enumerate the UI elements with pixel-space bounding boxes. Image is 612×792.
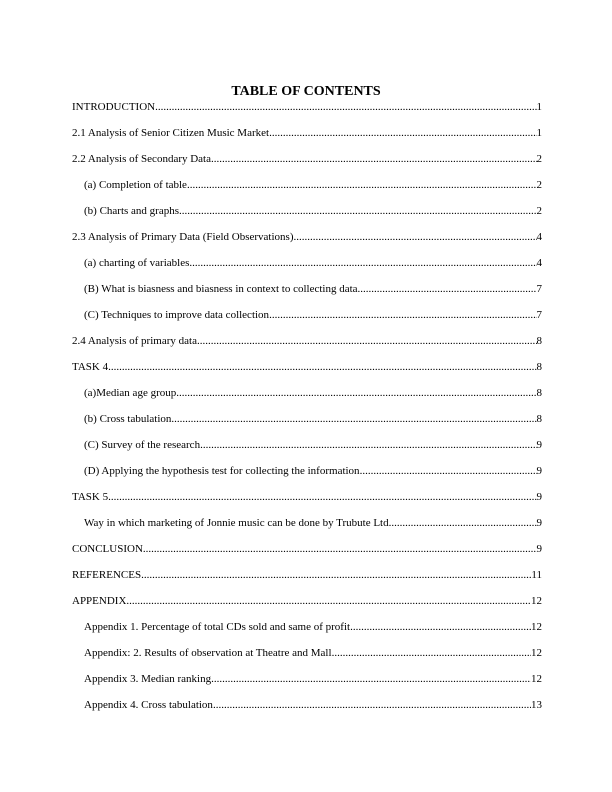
toc-entry-text: Appendix 1. Percentage of total CDs sold and same of profit xyxy=(84,621,351,633)
toc-page-number: 9 xyxy=(536,491,542,503)
dot-leader xyxy=(179,204,536,218)
toc-page-number: 12 xyxy=(531,673,542,685)
dot-leader xyxy=(389,516,537,530)
toc-page-number: 9 xyxy=(536,439,542,451)
table-of-contents xyxy=(72,100,542,724)
toc-page-number: 8 xyxy=(536,361,542,373)
toc-page-number: 9 xyxy=(536,543,542,555)
toc-entry-survey[interactable] xyxy=(72,438,542,464)
toc-entry-senior-citizen-market[interactable] xyxy=(72,126,542,152)
toc-entry-text: 2.3 Analysis of Primary Data (Field Observations) xyxy=(72,231,294,243)
dot-leader xyxy=(176,386,536,400)
dot-leader xyxy=(200,438,536,452)
page-title: TABLE OF CONTENTS xyxy=(231,84,381,99)
dot-leader xyxy=(197,334,537,348)
dot-leader xyxy=(126,594,531,608)
toc-page-number: 12 xyxy=(531,595,542,607)
toc-entry-appendix-4[interactable] xyxy=(72,698,542,724)
toc-page-number: 8 xyxy=(536,335,542,347)
dot-leader xyxy=(155,100,536,114)
toc-page-number: 8 xyxy=(536,387,542,399)
toc-entry-text: INTRODUCTION xyxy=(72,101,156,113)
toc-entry-text: TASK 5 xyxy=(72,491,109,503)
dot-leader xyxy=(211,152,537,166)
toc-entry-text: Way in which marketing of Jonnie music can be done by Trubute Ltd xyxy=(84,517,389,529)
toc-entry-text: 2.1 Analysis of Senior Citizen Music Market xyxy=(72,127,270,139)
dot-leader xyxy=(143,542,537,556)
dot-leader xyxy=(358,282,537,296)
toc-entry-text: (a)Median age group xyxy=(84,387,177,399)
dot-leader xyxy=(332,646,531,660)
toc-entry-cross-tabulation[interactable] xyxy=(72,412,542,438)
toc-page-number: 7 xyxy=(536,309,542,321)
toc-entry-text: CONCLUSION xyxy=(72,543,143,555)
toc-page-number: 13 xyxy=(531,699,542,711)
toc-page-number: 8 xyxy=(536,413,542,425)
toc-entry-text: Appendix 4. Cross tabulation xyxy=(84,699,213,711)
toc-entry-text: 2.2 Analysis of Secondary Data xyxy=(72,153,211,165)
toc-entry-text: (C) Techniques to improve data collection xyxy=(84,309,270,321)
toc-page-number: 2 xyxy=(536,179,542,191)
toc-entry-primary-data-field[interactable] xyxy=(72,230,542,256)
dot-leader xyxy=(294,230,537,244)
dot-leader xyxy=(171,412,536,426)
toc-page-number: 2 xyxy=(536,205,542,217)
toc-entry-hypothesis-test[interactable] xyxy=(72,464,542,490)
toc-entry-text: TASK 4 xyxy=(72,361,109,373)
toc-entry-text: (a) Completion of table xyxy=(84,179,187,191)
toc-entry-text: 2.4 Analysis of primary data xyxy=(72,335,197,347)
toc-entry-appendix-3[interactable] xyxy=(72,672,542,698)
toc-entry-marketing-jonnie-music[interactable] xyxy=(72,516,542,542)
toc-entry-text: (b) Charts and graphs xyxy=(84,205,180,217)
toc-page-number: 4 xyxy=(536,257,542,269)
dot-leader xyxy=(211,672,531,686)
toc-entry-text: Appendix 3. Median ranking xyxy=(84,673,212,685)
dot-leader xyxy=(213,698,531,712)
toc-page-number: 12 xyxy=(531,647,542,659)
toc-entry-biasness[interactable] xyxy=(72,282,542,308)
toc-entry-conclusion[interactable] xyxy=(72,542,542,568)
dot-leader xyxy=(141,568,531,582)
toc-entry-task-4[interactable] xyxy=(72,360,542,386)
toc-entry-text: APPENDIX xyxy=(72,595,127,607)
dot-leader xyxy=(108,360,536,374)
toc-entry-text: (a) charting of variables xyxy=(84,257,190,269)
dot-leader xyxy=(269,126,536,140)
toc-page-number: 1 xyxy=(536,101,542,113)
dot-leader xyxy=(350,620,531,634)
toc-entry-text: REFERENCES xyxy=(72,569,142,581)
dot-leader xyxy=(360,464,537,478)
toc-entry-appendix[interactable] xyxy=(72,594,542,620)
toc-page-number: 12 xyxy=(531,621,542,633)
toc-page-number: 9 xyxy=(536,465,542,477)
toc-entry-median-age-group[interactable] xyxy=(72,386,542,412)
toc-entry-charts-and-graphs[interactable] xyxy=(72,204,542,230)
toc-page-number: 7 xyxy=(536,283,542,295)
toc-page-number: 2 xyxy=(536,153,542,165)
toc-entry-text: (D) Applying the hypothesis test for collecting the information xyxy=(84,465,360,477)
toc-entry-introduction[interactable] xyxy=(72,100,542,126)
dot-leader xyxy=(108,490,536,504)
toc-page-number: 1 xyxy=(536,127,542,139)
toc-entry-task-5[interactable] xyxy=(72,490,542,516)
dot-leader xyxy=(187,178,537,192)
toc-entry-text: (b) Cross tabulation xyxy=(84,413,172,425)
toc-page-number: 11 xyxy=(531,569,542,581)
toc-entry-techniques[interactable] xyxy=(72,308,542,334)
toc-entry-appendix-2[interactable] xyxy=(72,646,542,672)
toc-entry-charting-of-variables[interactable] xyxy=(72,256,542,282)
toc-entry-completion-of-table[interactable] xyxy=(72,178,542,204)
toc-entry-text: (B) What is biasness and biasness in context to collecting data xyxy=(84,283,358,295)
toc-entry-secondary-data[interactable] xyxy=(72,152,542,178)
toc-entry-text: Appendix: 2. Results of observation at Theatre and Mall xyxy=(84,647,332,659)
dot-leader xyxy=(189,256,536,270)
toc-entry-references[interactable] xyxy=(72,568,542,594)
toc-page-number: 9 xyxy=(536,517,542,529)
dot-leader xyxy=(269,308,536,322)
toc-page-number: 4 xyxy=(536,231,542,243)
toc-entry-text: (C) Survey of the research xyxy=(84,439,201,451)
toc-entry-appendix-1[interactable] xyxy=(72,620,542,646)
toc-entry-analysis-primary-data[interactable] xyxy=(72,334,542,360)
